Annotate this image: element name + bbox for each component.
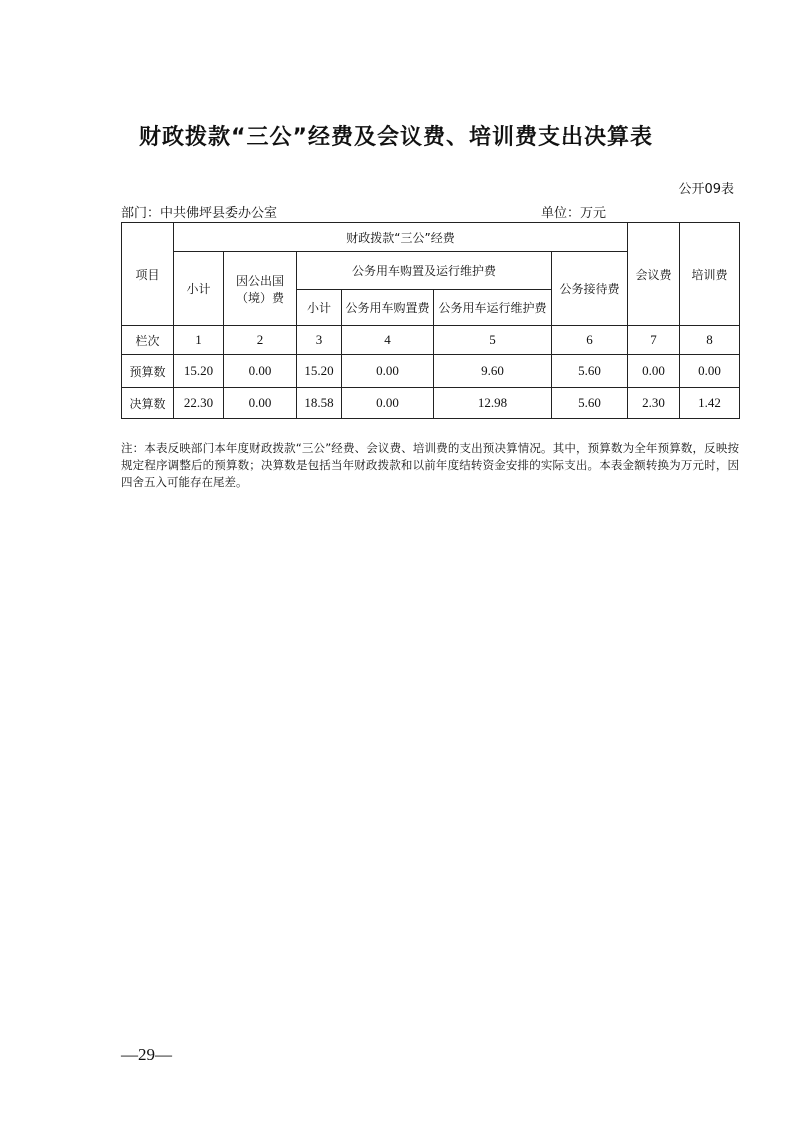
row-label: 决算数 (122, 388, 174, 419)
row-label: 栏次 (122, 326, 174, 355)
table-row (122, 355, 740, 388)
expenditure-table (121, 222, 740, 419)
table-cell: 0.00 (224, 388, 297, 419)
table-cell: 8 (680, 326, 740, 355)
table-row (122, 388, 740, 419)
table-cell: 1 (174, 326, 224, 355)
table-cell: 7 (628, 326, 680, 355)
page-title: 财政拨款“三公”经费及会议费、培训费支出决算表 (139, 125, 653, 150)
header-vehicle-group: 公务用车购置及运行维护费 (297, 252, 552, 290)
table-cell: 1.42 (680, 388, 740, 419)
form-code: 公开09表 (678, 182, 734, 197)
header-meeting: 会议费 (628, 223, 680, 326)
table-cell: 0.00 (224, 355, 297, 388)
header-vehicle-subtotal: 小计 (297, 290, 342, 326)
table-cell: 4 (342, 326, 434, 355)
table-cell: 2 (224, 326, 297, 355)
page-number: —29— (121, 1045, 172, 1064)
header-training: 培训费 (680, 223, 740, 326)
table-cell: 5.60 (552, 388, 628, 419)
header-three-public-group: 财政拨款“三公”经费 (174, 223, 628, 252)
table-cell: 22.30 (174, 388, 224, 419)
header-vehicle-purchase: 公务用车购置费 (342, 290, 434, 326)
table-row (122, 326, 740, 355)
header-reception: 公务接待费 (552, 252, 628, 326)
table-cell: 6 (552, 326, 628, 355)
header-abroad-line1: 因公出国 (235, 273, 284, 288)
department-label: 部门：中共佛坪县委办公室 (121, 206, 278, 221)
header-abroad (224, 252, 297, 326)
header-abroad-line2: （境）费 (235, 290, 284, 305)
table-cell: 0.00 (628, 355, 680, 388)
header-subtotal: 小计 (174, 252, 224, 326)
row-label: 预算数 (122, 355, 174, 388)
table-cell: 3 (297, 326, 342, 355)
table-cell: 5 (434, 326, 552, 355)
table-cell: 12.98 (434, 388, 552, 419)
table-cell: 18.58 (297, 388, 342, 419)
table-cell: 2.30 (628, 388, 680, 419)
table-cell: 0.00 (342, 355, 434, 388)
table-cell: 0.00 (342, 388, 434, 419)
table-cell: 5.60 (552, 355, 628, 388)
unit-label: 单位：万元 (541, 206, 607, 221)
table-cell: 0.00 (680, 355, 740, 388)
header-item: 项目 (122, 223, 174, 326)
table-cell: 15.20 (297, 355, 342, 388)
header-vehicle-operation: 公务用车运行维护费 (434, 290, 552, 326)
table-cell: 15.20 (174, 355, 224, 388)
table-cell: 9.60 (434, 355, 552, 388)
table-note: 注：本表反映部门本年度财政拨款“三公”经费、会议费、培训费的支出预决算情况。其中，预算数为全年预算数，反映按规定程序调整后的预算数；决算数是包括当年财政拨款和以前年度结转资金安排的实际支出。本表金额转换为万元时，因四舍五入可能存在尾差。 (121, 441, 739, 489)
